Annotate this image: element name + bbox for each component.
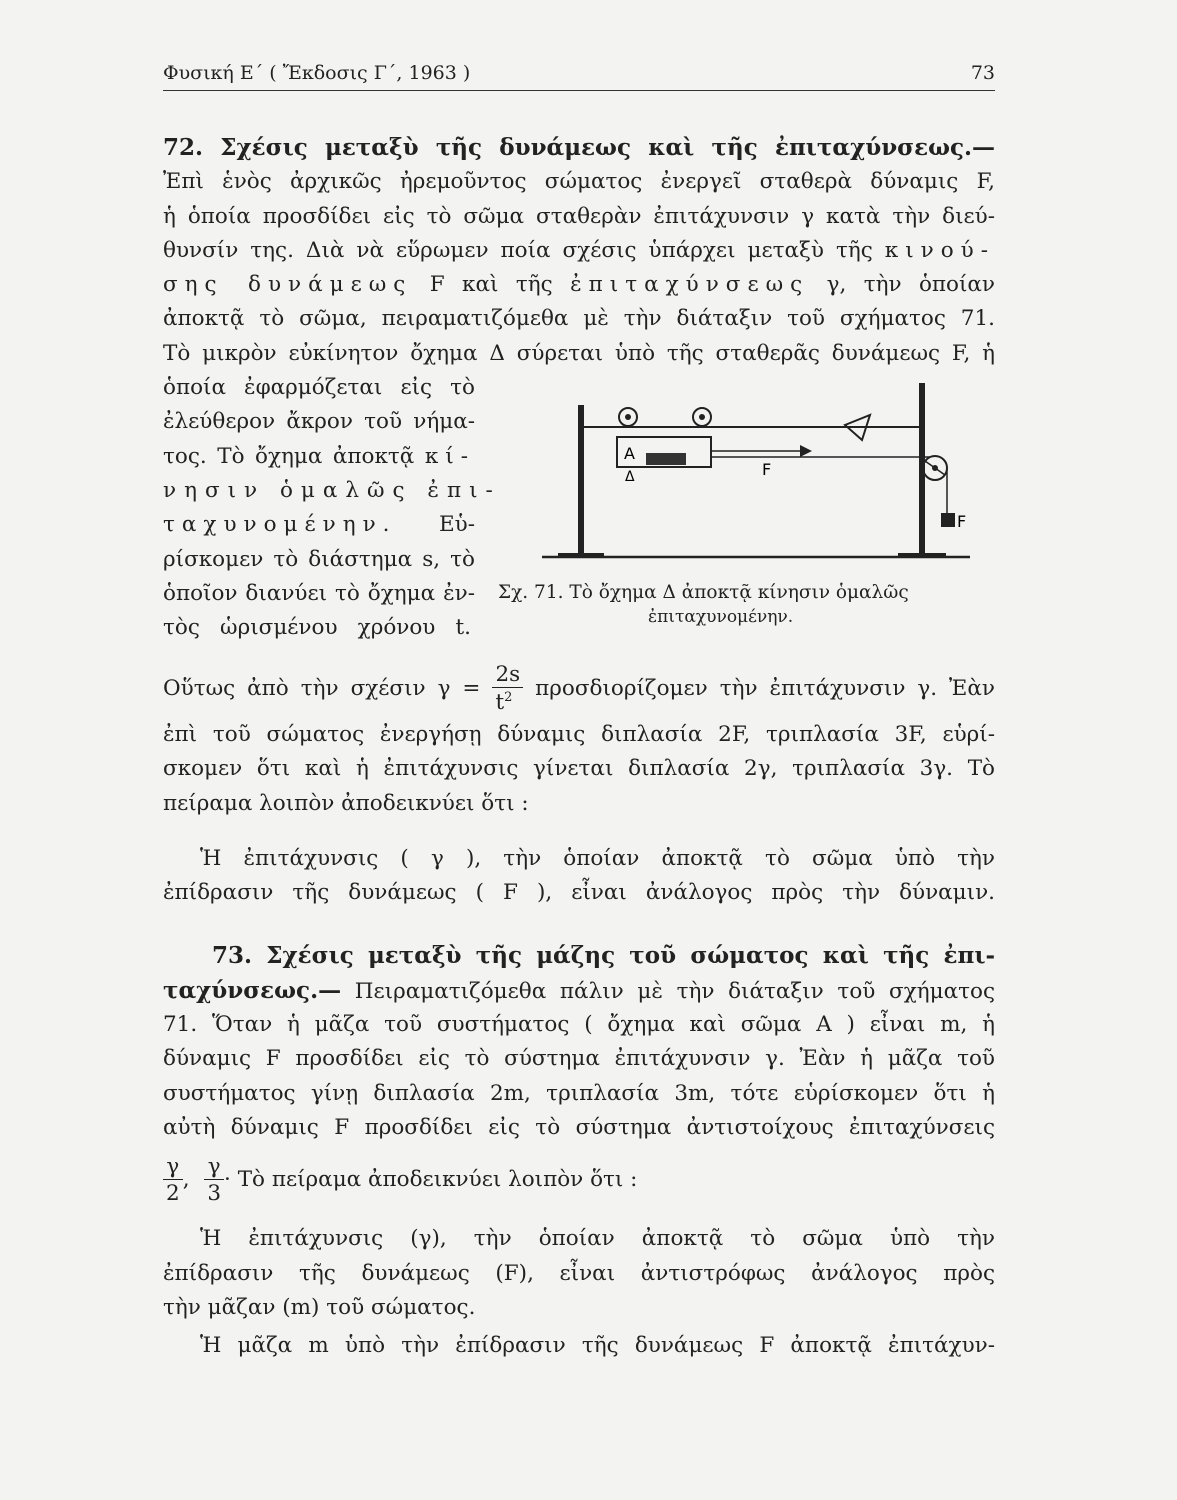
text-line: σκομεν ὅτι καὶ ἡ ἐπιτάχυνσις γίνεται διπλασία 2γ, τριπλασία 3γ. Τὸ	[163, 756, 995, 781]
figure-71-apparatus	[500, 365, 1000, 580]
law-line: Ἡ ἐπιτάχυνσις ( γ ), τὴν ὁποίαν ἀποκτᾷ τὸ σῶμα ὑπὸ τὴν	[200, 846, 995, 871]
running-header	[163, 58, 995, 91]
text-line: ταχυνομένην. Εὑ-	[163, 512, 475, 537]
fraction-gamma-half: $\frac{\gamma}{2}$	[163, 1156, 183, 1205]
figure-caption-line-2: ἐπιταχυνομένην.	[648, 607, 794, 627]
text-line: ταχύνσεως.— Πειραματιζόμεθα πάλιν μὲ τὴν διάταξιν τοῦ σχήματος	[163, 977, 995, 1004]
text-line: ἐπὶ τοῦ σώματος ἐνεργήσῃ δύναμις διπλασία 2F, τριπλασία 3F, εὑρί-	[163, 722, 995, 747]
header-title: Φυσική Ε΄ ( Ἔκδοσις Γ΄, 1963 )	[163, 62, 471, 84]
text-line: ἀποκτᾷ τὸ σῶμα, πειραματιζόμεθα μὲ τὴν διάταξιν τοῦ σχήματος 71.	[163, 306, 995, 331]
text-line: δύναμις F προσδίδει εἰς τὸ σύστημα ἐπιτάχυνσιν γ. Ἐὰν ἡ μᾶζα τοῦ	[163, 1046, 995, 1071]
label-a: A	[624, 444, 635, 463]
text-line: ἡ ὁποία προσδίδει εἰς τὸ σῶμα σταθερὰν ἐπιτάχυνσιν γ κατὰ τὴν διεύ-	[163, 204, 995, 229]
equation-line: Οὕτως ἀπὸ τὴν σχέσιν γ = $\frac{2s}{t^2}$ προσδιορίζομεν τὴν ἐπιτάχυνσιν γ. Ἐὰν	[163, 661, 995, 716]
equation-fraction: $\frac{2s}{t^2}$	[492, 664, 523, 714]
figure-caption-line-1: Σχ. 71. Τὸ ὄχημα Δ ἀποκτᾷ κίνησιν ὁμαλῶς	[498, 582, 909, 603]
label-force-weight: F	[957, 512, 967, 531]
text-line: συστήματος γίνῃ διπλασία 2m, τριπλασία 3m, τότε εὑρίσκομεν ὅτι ἡ	[163, 1081, 995, 1106]
text-line: θυνσίν της. Διὰ νὰ εὕρωμεν ποία σχέσις ὑπάρχει μεταξὺ τῆς κινού-	[163, 238, 995, 263]
text-line: ρίσκομεν τὸ διάστημα s, τὸ	[163, 547, 475, 572]
fraction-line: $\frac{\gamma}{2}$ , $\frac{\gamma}{3}$ · Τὸ πείραμα ἀποδεικνύει λοιπὸν ὅτι :	[163, 1152, 995, 1208]
text-line: Ἐπὶ ἑνὸς ἀρχικῶς ἠρεμοῦντος σώματος ἐνεργεῖ σταθερὰ δύναμις F,	[163, 169, 995, 194]
text-line: αὐτὴ δύναμις F προσδίδει εἰς τὸ σύστημα ἀντιστοίχους ἐπιταχύνσεις	[163, 1115, 995, 1140]
text-line: ὁποία ἐφαρμόζεται εἰς τὸ	[163, 375, 475, 400]
text-line: τος. Τὸ ὄχημα ἀποκτᾷ κί-	[163, 444, 475, 469]
text-line: σης δυνάμεως F καὶ τῆς ἐπιταχύνσεως γ, τὴν ὁποίαν	[163, 272, 995, 297]
text-line: ἐλεύθερον ἄκρον τοῦ νήμα-	[163, 409, 475, 434]
text-line: τὸς ὡρισμένου χρόνου t.	[163, 615, 471, 640]
text-line: Ἡ μᾶζα m ὑπὸ τὴν ἐπίδρασιν τῆς δυνάμεως F ἀποκτᾷ ἐπιτάχυν-	[200, 1333, 995, 1358]
law-line: ἐπίδρασιν τῆς δυνάμεως (F), εἶναι ἀντιστρόφως ἀνάλογος πρὸς	[163, 1261, 995, 1286]
page-number: 73	[970, 62, 995, 84]
label-delta: Δ	[625, 469, 635, 485]
text-line: ὁποῖον διανύει τὸ ὄχημα ἐν-	[163, 581, 475, 606]
law-line: τὴν μᾶζαν (m) τοῦ σώματος.	[163, 1295, 476, 1320]
law-line: ἐπίδρασιν τῆς δυνάμεως ( F ), εἶναι ἀνάλογος πρὸς τὴν δύναμιν.	[163, 880, 995, 905]
label-force-arrow: F	[762, 460, 772, 479]
text-line: Τὸ μικρὸν εὐκίνητον ὄχημα Δ σύρεται ὑπὸ τῆς σταθερᾶς δυνάμεως F, ἡ	[163, 341, 995, 366]
text-line: 71. Ὅταν ἡ μᾶζα τοῦ συστήματος ( ὄχημα καὶ σῶμα Α ) εἶναι m, ἡ	[163, 1012, 995, 1037]
fraction-gamma-third: $\frac{\gamma}{3}$	[204, 1156, 224, 1205]
text-line: πείραμα λοιπὸν ἀποδεικνύει ὅτι :	[163, 791, 529, 816]
section-73-heading: 73. Σχέσις μεταξὺ τῆς μάζης τοῦ σώματος καὶ τῆς ἐπι-	[212, 942, 995, 969]
text-line: νησιν ὁμαλῶς ἐπι-	[163, 478, 501, 503]
law-line: Ἡ ἐπιτάχυνσις (γ), τὴν ὁποίαν ἀποκτᾷ τὸ σῶμα ὑπὸ τὴν	[200, 1226, 995, 1251]
section-72-heading: 72. Σχέσις μεταξὺ τῆς δυνάμεως καὶ τῆς ἐπιταχύνσεως.—	[163, 134, 995, 161]
